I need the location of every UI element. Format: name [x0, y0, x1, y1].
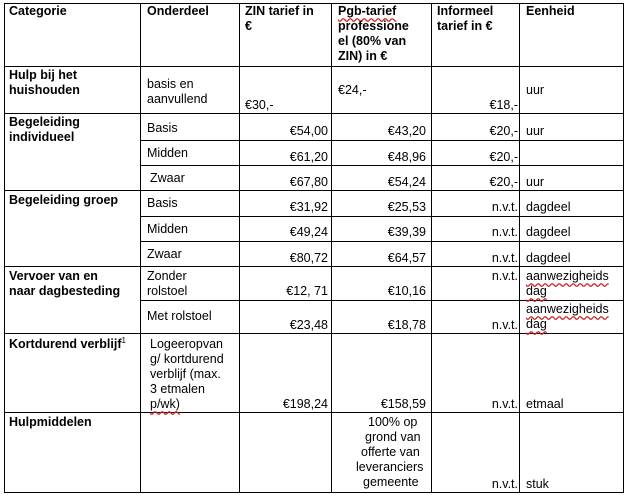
- bg-zwaar-pgb: €64,57: [387, 251, 426, 265]
- bg-basis-zin: €31,92: [289, 200, 328, 214]
- bg-zwaar-eenheid: dagdeel: [526, 251, 571, 265]
- hulp-pgb-line3: offerte van: [361, 445, 420, 459]
- header-eenheid: Eenheid: [526, 4, 575, 18]
- bi-categorie-line2: individueel: [9, 130, 75, 144]
- header-zin-line2: €: [245, 19, 252, 33]
- row-divider: [4, 266, 624, 267]
- vervoer-zonder-zin: €12, 71: [286, 284, 328, 298]
- column-divider: [623, 3, 624, 493]
- hulp-informeel: n.v.t.: [491, 477, 518, 491]
- header-pgb-line1: Pgb-tarief: [338, 4, 397, 18]
- vervoer-met-informeel: n.v.t.: [491, 318, 518, 332]
- bi-basis-onderdeel: Basis: [147, 121, 178, 135]
- hbh-categorie-line2: huishouden: [9, 83, 80, 97]
- bi-basis-informeel: €20,-: [489, 124, 518, 138]
- header-onderdeel: Onderdeel: [147, 4, 209, 18]
- bi-categorie-line1: Begeleiding: [9, 115, 80, 129]
- vervoer-categorie-line2: naar dagbesteding: [9, 284, 121, 298]
- hulp-categorie: Hulpmiddelen: [9, 415, 92, 429]
- kort-zin: €198,24: [282, 397, 328, 411]
- bi-zwaar-eenheid: uur: [526, 175, 545, 189]
- bi-midden-zin: €61,20: [289, 150, 328, 164]
- tariff-table: [4, 3, 624, 493]
- row-divider: [140, 165, 624, 166]
- hbh-categorie-line1: Hulp bij het: [9, 68, 78, 82]
- hulp-eenheid: stuk: [526, 477, 549, 491]
- bg-zwaar-onderdeel: Zwaar: [147, 247, 182, 261]
- row-divider: [4, 66, 624, 67]
- bi-zwaar-informeel: €20,-: [489, 175, 518, 189]
- bg-basis-pgb: €25,53: [387, 200, 426, 214]
- row-divider: [140, 241, 624, 242]
- kort-onderdeel-line4: 3 etmalen: [150, 382, 205, 396]
- row-divider: [4, 333, 624, 334]
- vervoer-zonder-eenheid-line2: dag: [526, 284, 547, 298]
- vervoer-zonder-onderdeel-line2: rolstoel: [147, 284, 188, 298]
- row-divider: [140, 216, 624, 217]
- bg-categorie: Begeleiding groep: [9, 193, 119, 207]
- table-border-bottom: [4, 492, 624, 493]
- hbh-eenheid: uur: [526, 83, 545, 97]
- hulp-pgb-line5: gemeente: [363, 475, 419, 489]
- vervoer-met-zin: €23,48: [289, 318, 328, 332]
- kort-onderdeel-pwk: p/wk): [150, 397, 180, 411]
- column-divider: [4, 3, 5, 493]
- bi-zwaar-zin: €67,80: [289, 175, 328, 189]
- row-divider: [4, 113, 624, 114]
- column-divider: [239, 3, 240, 493]
- bi-zwaar-pgb: €54,24: [387, 175, 426, 189]
- kort-onderdeel-line3: verblijf (max.: [150, 367, 221, 381]
- bi-midden-onderdeel: Midden: [147, 146, 188, 160]
- column-divider: [140, 3, 141, 493]
- row-divider: [140, 300, 624, 301]
- vervoer-met-eenheid-line2: dag: [526, 317, 547, 331]
- hbh-onderdeel-line1: basis en: [147, 77, 194, 91]
- kort-categorie: [9, 336, 126, 351]
- row-divider: [4, 412, 624, 413]
- header-pgb-line2: professione: [338, 19, 409, 33]
- header-categorie: Categorie: [9, 4, 67, 18]
- bg-basis-onderdeel: Basis: [147, 196, 178, 210]
- kort-categorie-label: Kortdurend verblijf: [9, 337, 122, 352]
- column-divider: [519, 3, 520, 493]
- kort-footnote: 1: [121, 336, 126, 345]
- bg-midden-onderdeel: Midden: [147, 222, 188, 236]
- vervoer-zonder-informeel: n.v.t.: [491, 269, 518, 283]
- bg-midden-zin: €49,24: [289, 225, 328, 239]
- bg-basis-eenheid: dagdeel: [526, 200, 571, 214]
- bg-zwaar-zin: €80,72: [289, 251, 328, 265]
- bg-basis-informeel: n.v.t.: [491, 200, 518, 214]
- hbh-zin: €30,-: [245, 98, 274, 112]
- hulp-pgb-line4: leveranciers: [356, 460, 424, 474]
- header-pgb-line3: el (80% van: [338, 34, 407, 48]
- bi-basis-zin: €54,00: [289, 124, 328, 138]
- vervoer-met-eenheid-line1: aanwezigheids: [526, 302, 609, 316]
- column-divider: [331, 3, 332, 493]
- vervoer-met-onderdeel: Met rolstoel: [147, 309, 212, 323]
- row-divider: [4, 190, 624, 191]
- vervoer-zonder-eenheid-line1: aanwezigheids: [526, 269, 609, 283]
- hbh-informeel: €18,-: [489, 98, 518, 112]
- kort-onderdeel-line5: [150, 397, 180, 411]
- column-divider: [431, 3, 432, 493]
- hulp-pgb-line1: 100% op: [368, 415, 418, 429]
- hbh-onderdeel-line2: aanvullend: [147, 92, 208, 106]
- vervoer-zonder-pgb: €10,16: [387, 284, 426, 298]
- bi-zwaar-onderdeel: Zwaar: [150, 171, 185, 185]
- bg-midden-pgb: €39,39: [387, 225, 426, 239]
- bi-basis-eenheid: uur: [526, 124, 545, 138]
- row-divider: [140, 140, 624, 141]
- header-informeel-line1: Informeel: [437, 4, 494, 18]
- kort-onderdeel-line1: Logeeropvan: [150, 337, 223, 351]
- bg-midden-informeel: n.v.t.: [491, 225, 518, 239]
- hbh-pgb: €24,-: [338, 83, 367, 97]
- bi-midden-pgb: €48,96: [387, 150, 426, 164]
- vervoer-zonder-onderdeel-line1: Zonder: [147, 269, 187, 283]
- hulp-pgb-line2: grond van: [365, 430, 421, 444]
- vervoer-categorie-line1: Vervoer van en: [9, 269, 98, 283]
- header-informeel-line2: tarief in €: [437, 19, 493, 33]
- header-pgb-line4: ZIN) in €: [338, 49, 388, 63]
- kort-pgb: €158,59: [380, 397, 426, 411]
- kort-informeel: n.v.t.: [491, 397, 518, 411]
- kort-eenheid: etmaal: [526, 397, 564, 411]
- header-zin-line1: ZIN tarief in: [245, 4, 314, 18]
- bi-basis-pgb: €43,20: [387, 124, 426, 138]
- bg-zwaar-informeel: n.v.t.: [491, 251, 518, 265]
- kort-onderdeel-line2: g/ kortdurend: [150, 352, 224, 366]
- bg-midden-eenheid: dagdeel: [526, 225, 571, 239]
- bi-midden-informeel: €20,-: [489, 150, 518, 164]
- vervoer-met-pgb: €18,78: [387, 318, 426, 332]
